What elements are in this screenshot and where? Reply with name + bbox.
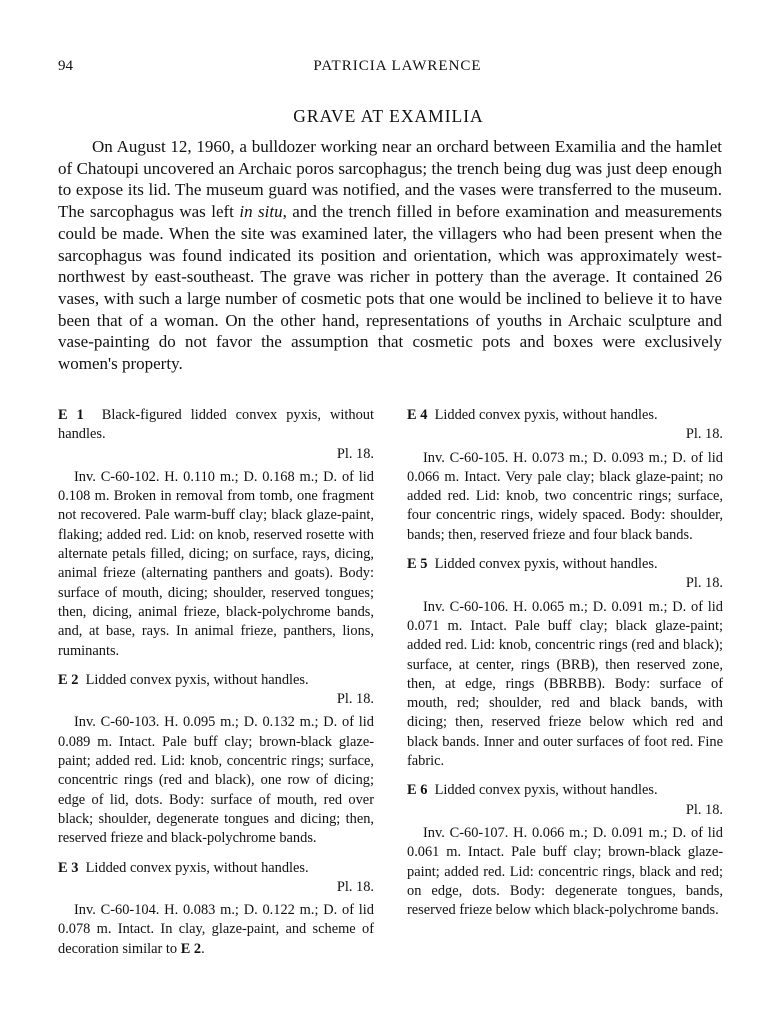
plate-reference: Pl. 18. — [336, 445, 374, 462]
intro-italic: in situ — [239, 202, 283, 222]
plate-reference: Pl. 18. — [685, 801, 723, 818]
catalog-entry-e3 — [58, 859, 374, 959]
intro-text-2: , and the trench filled in before examination and measurements could be made. When the site was examined later, the villagers who had been present when the sarcophagus was found indicated its position and orientation, which was approximately west-northwest by east-southeast. The grave was richer in pottery than the average. It contained 26 vases, with such a large number of cosmetic pots that one would be inclined to believe it to have been that of a woman. On the other hand, representations of youths in Archaic sculpture and vase-painting do not favor the assumption that cosmetic pots and boxes were exclusively women's property. — [58, 202, 722, 374]
entry-description — [58, 901, 374, 959]
left-column — [58, 406, 374, 969]
entry-description: Inv. C-60-105. H. 0.073 m.; D. 0.093 m.; D. of lid 0.066 m. Intact. Very pale clay; black glaze-paint; no added red. Lid: knob, two concentric rings; surface, four concentric rings, widely spaced. Body: shoulder, bands; then, reserved frieze and four black bands. — [407, 449, 723, 543]
entry-id: E 1 — [58, 407, 84, 423]
catalog-entry-e6 — [407, 781, 723, 920]
running-head: PATRICIA LAWRENCE — [313, 58, 482, 74]
entry-id: E 2 — [58, 671, 79, 688]
entry-title: Black-figured lidded convex pyxis, without handles. — [58, 407, 374, 443]
entry-description-text: Inv. C-60-104. H. 0.083 m.; D. 0.122 m.; D. of lid 0.078 m. Intact. In clay, glaze-paint, and scheme of decoration similar to — [58, 902, 374, 957]
entry-heading — [407, 781, 723, 800]
entry-id: E 4 — [407, 407, 428, 423]
entry-cross-reference: E 2 — [180, 940, 202, 957]
intro-text-1: On August 12, 1960, a bulldozer working near an orchard between Examilia and the hamlet of Chatoupi uncovered an Archaic poros sarcophagus; the trench being dug was just deep enough to expose its lid. The museum guard was notified, and the vases were transferred to the museum. The sarcophagus was left — [58, 137, 722, 222]
entry-id: E 5 — [407, 556, 428, 573]
entry-heading — [58, 859, 374, 878]
entry-title: Lidded convex pyxis, without handles. — [434, 556, 658, 573]
entry-title: Lidded convex pyxis, without handles. — [434, 782, 658, 799]
entry-title: Lidded convex pyxis, without handles. — [85, 859, 309, 876]
catalog-entry-e4 — [407, 406, 723, 545]
plate-reference: Pl. 18. — [336, 691, 374, 708]
entry-heading — [407, 555, 723, 574]
entry-id: E 3 — [58, 859, 79, 876]
entry-description: Inv. C-60-107. H. 0.066 m.; D. 0.091 m.; D. of lid 0.061 m. Intact. Pale buff clay; brown-black glaze-paint; added red. Lid: concentric rings, black and red; on edge, dots. Body: degenerate tongues, bands, reserved frieze below which black-polychrome bands. — [407, 824, 723, 919]
section-title: GRAVE AT EXAMILIA — [293, 106, 484, 126]
entry-title: Lidded convex pyxis, without handles. — [434, 407, 658, 423]
entry-heading — [58, 406, 374, 445]
entry-description: Inv. C-60-102. H. 0.110 m.; D. 0.168 m.; D. of lid 0.108 m. Broken in removal from tomb, one fragment not recovered. Pale warm-buff clay; black glaze-paint, flaking; added red. Lid: on knob, reserved rosette with alternate petals filled, dicing; on surface, rays, dicing, animal frieze (alternating panthers and goats). Body: surface of mouth, dicing; shoulder, reserved tongues; then, dicing, animal frieze, black-polychrome bands, and, at base, rays. In animal frieze, panthers, lions, ruminants. — [58, 468, 374, 659]
entry-description: Inv. C-60-106. H. 0.065 m.; D. 0.091 m.; D. of lid 0.071 m. Intact. Pale buff clay; black glaze-paint; added red. Lid: knob, concentric rings (red and black); surface, at center, rings (BRB), then reserved zone, then, at edge, rings (BBRBB). Body: surface of mouth, red; shoulder, red and black bands, with dicing; then, reserved frieze below which red and black bands. Inner and outer surfaces of foot red. Fine fabric. — [407, 598, 723, 770]
plate-reference: Pl. 18. — [336, 878, 374, 895]
page-number: 94 — [58, 58, 73, 74]
entry-id: E 6 — [407, 782, 428, 799]
intro-paragraph — [58, 136, 722, 375]
catalog-entry-e2 — [58, 671, 374, 849]
plate-reference: Pl. 18. — [685, 575, 723, 592]
entry-heading — [407, 406, 723, 425]
catalog-entry-e1 — [58, 406, 374, 661]
entry-description-end: . — [201, 940, 205, 957]
right-column — [407, 406, 723, 930]
plate-reference: Pl. 18. — [685, 426, 723, 443]
entry-title: Lidded convex pyxis, without handles. — [85, 671, 309, 688]
entry-description: Inv. C-60-103. H. 0.095 m.; D. 0.132 m.; D. of lid 0.089 m. Intact. Pale buff clay; brown-black glaze-paint; added red. Lid: knob, concentric rings; surface, concentric rings (red and black), one row of dicing; edge of lid, dots. Body: surface of mouth, red over black; shoulder, degenerate tongues and dicing; then, reserved frieze and black-polychrome bands. — [58, 714, 374, 847]
catalog-entry-e5 — [407, 555, 723, 771]
entry-heading — [58, 671, 374, 690]
